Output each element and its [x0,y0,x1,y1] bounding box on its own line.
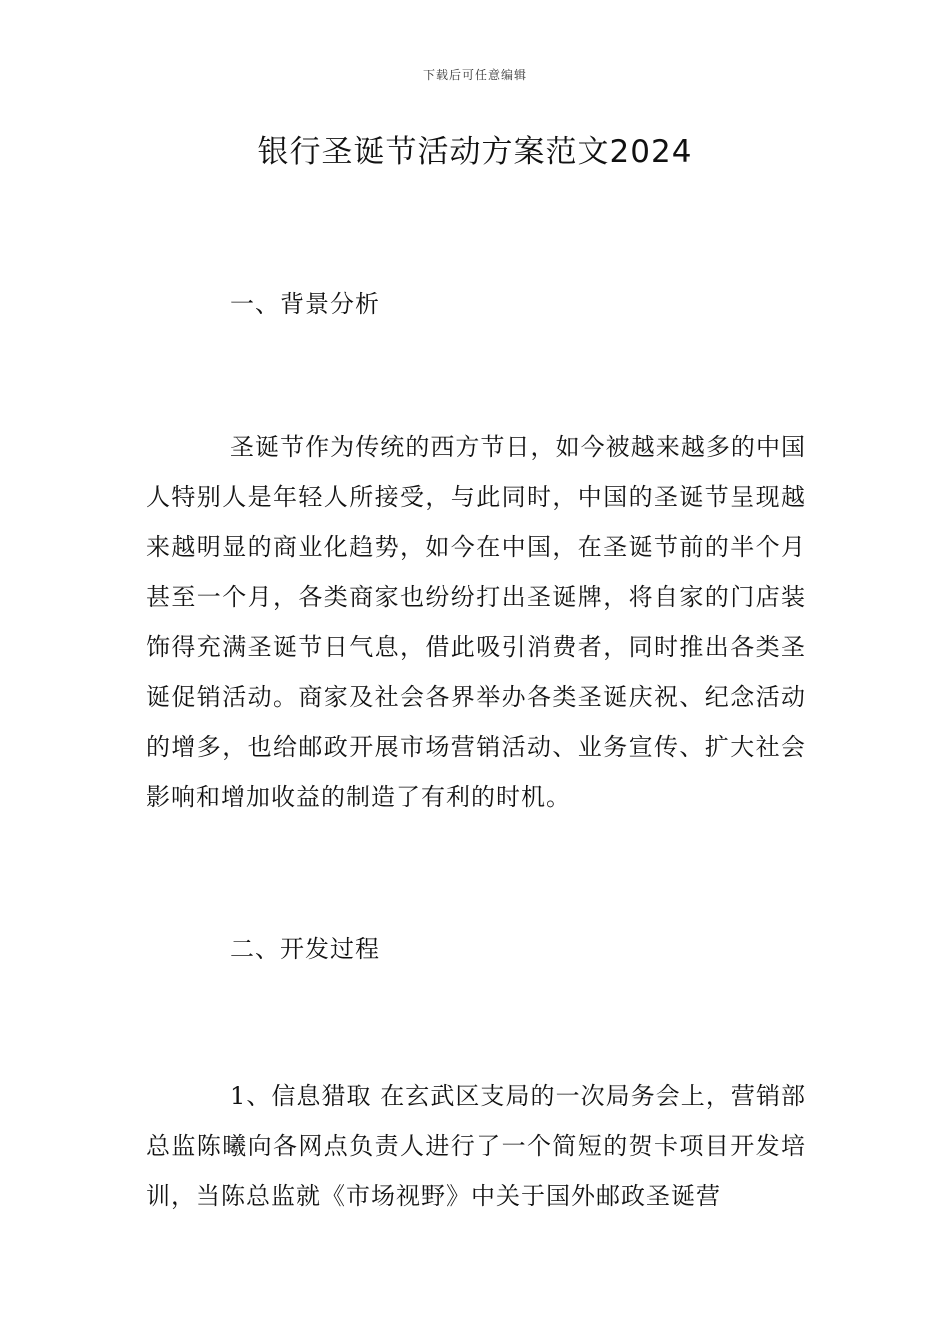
section-heading-process: 二、开发过程 [230,935,380,963]
section-heading-background: 一、背景分析 [230,290,380,318]
section-paragraph-background: 圣诞节作为传统的西方节日，如今被越来越多的中国人特别人是年轻人所接受，与此同时，中国的圣诞节呈现越来越明显的商业化趋势，如今在中国，在圣诞节前的半个月甚至一个月，各类商家也纷纷打出圣诞牌，将自家的门店装饰得充满圣诞节日气息，借此吸引消费者，同时推出各类圣诞促销活动。商家及社会各界举办各类圣诞庆祝、纪念活动的增多，也给邮政开展市场营销活动、业务宣传、扩大社会影响和增加收益的制造了有利的时机。 [146,433,806,811]
header-note: 下载后可任意编辑 [422,68,527,82]
document-title: 银行圣诞节活动方案范文2024 [257,134,693,170]
section-paragraph-process: 1、信息猎取 在玄武区支局的一次局务会上，营销部总监陈曦向各网点负责人进行了一个简短的贺卡项目开发培训，当陈总监就《市场视野》中关于国外邮政圣诞营 [146,1082,806,1210]
